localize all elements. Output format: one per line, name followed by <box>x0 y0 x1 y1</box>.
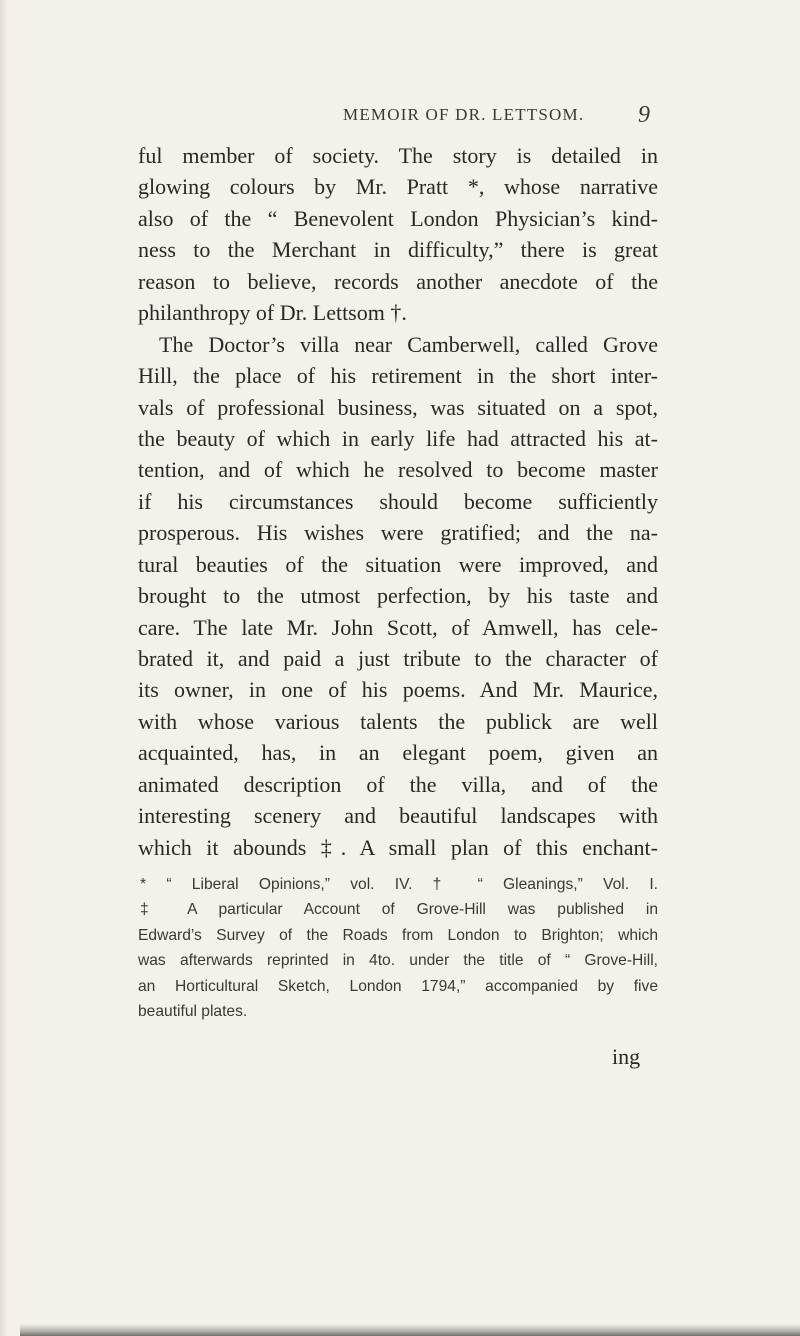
text-line: the beauty of which in early life had attracted his at- <box>138 425 658 451</box>
text-line: reason to believe, records another anecdote of the <box>138 268 658 294</box>
catchword: ing <box>612 1044 641 1069</box>
text-line: tural beauties of the situation were improved, and <box>138 551 658 577</box>
text-line: glowing colours by Mr. Pratt *, whose narrative <box>138 174 658 200</box>
page-number: 9 <box>638 102 650 128</box>
text-line: acquainted, has, in an elegant poem, given an <box>138 740 658 766</box>
text-line: tention, and of which he resolved to become master <box>138 457 658 483</box>
footnote-line: was afterwards reprinted in 4to. under the title of “ Grove-Hill, <box>138 952 658 970</box>
text-line: philanthropy of Dr. Lettsom †. <box>138 300 407 326</box>
text-line: The Doctor’s villa near Camberwell, called Grove <box>159 331 658 357</box>
text-line: if his circumstances should become sufficiently <box>138 488 658 514</box>
text-line: its owner, in one of his poems. And Mr. Maurice, <box>138 677 658 703</box>
text-line: vals of professional business, was situated on a spot, <box>138 394 658 420</box>
text-line: Hill, the place of his retirement in the short inter- <box>138 363 658 389</box>
page-bottom-edge <box>20 1324 800 1336</box>
text-line: brated it, and paid a just tribute to the character of <box>138 646 658 671</box>
text-line: interesting scenery and beautiful landscapes with <box>138 803 658 829</box>
main-text <box>138 140 658 863</box>
running-title: MEMOIR OF DR. LETTSOM. <box>343 105 585 124</box>
text-line: with whose various talents the publick are well <box>138 708 658 734</box>
footnote-line: an Horticultural Sketch, London 1794,” accompanied by five <box>138 977 658 995</box>
running-head <box>0 102 800 135</box>
text-line: animated description of the villa, and of the <box>138 771 658 797</box>
footnote-line: * “ Liberal Opinions,” vol. IV. † “ Gleanings,” Vol. I. <box>140 876 658 893</box>
footnote-line: ‡ A particular Account of Grove-Hill was published in <box>140 901 658 919</box>
text-line: also of the “ Benevolent London Physician’s kind- <box>138 205 658 231</box>
text-line: ness to the Merchant in difficulty,” there is great <box>138 237 658 263</box>
text-line: ful member of society. The story is detailed in <box>138 143 658 168</box>
footnote-line: Edward’s Survey of the Roads from London to Brighton; which <box>138 926 658 944</box>
text-line: prosperous. His wishes were gratified; and the na- <box>138 520 658 546</box>
text-line: brought to the utmost perfection, by his taste and <box>138 583 658 609</box>
footnotes <box>138 872 658 1024</box>
footnote-line: beautiful plates. <box>138 1002 248 1020</box>
text-line: which it abounds ‡. A small plan of this enchant- <box>138 834 658 860</box>
text-line: care. The late Mr. John Scott, of Amwell, has cele- <box>138 614 658 640</box>
page-edge-shadow <box>0 0 8 1336</box>
